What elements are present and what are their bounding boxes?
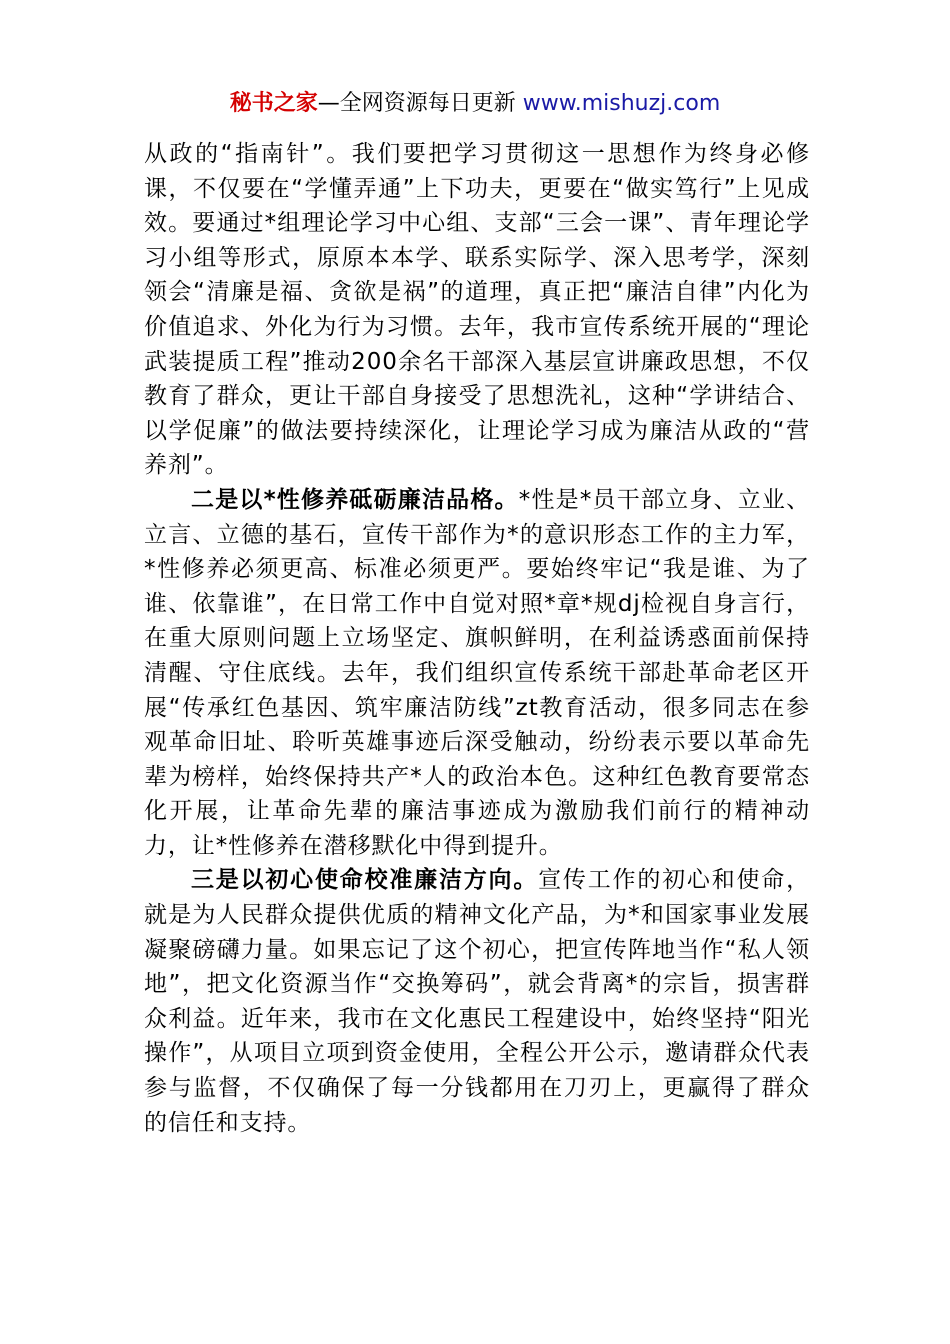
paragraph-2-heading: 二是以*性修养砥砺廉洁品格。: [191, 486, 519, 513]
paragraph-2: [144, 483, 810, 864]
paragraph-1-text: 从政的“指南针”。我们要把学习贯彻这一思想作为终身必修课，不仅要在“学懂弄通”上下功夫，更要在“做实笃行”上见成效。要通过*组理论学习中心组、支部“三会一课”、青年理论学习小组等形式，原原本本学、联系实际学、深入思考学，深刻领会“清廉是福、贪欲是祸”的道理，真正把“廉洁自律”内化为价值追求、外化为行为习惯。去年，我市宣传系统开展的“理论武装提质工程”推动200余名干部深入基层宣讲廉政思想，不仅教育了群众，更让干部自身接受了思想洗礼，这种“学讲结合、以学促廉”的做法要持续深化，让理论学习成为廉洁从政的“营养剂”。: [144, 141, 810, 479]
page-header: [0, 88, 950, 120]
header-tagline: —全网资源每日更新: [317, 91, 523, 116]
document-body: [144, 137, 810, 1140]
paragraph-2-text: *性是*员干部立身、立业、立言、立德的基石，宣传干部作为*的意识形态工作的主力军，*性修养必须更高、标准必须更严。要始终牢记“我是谁、为了谁、依靠谁”，在日常工作中自觉对照*章*规dj检视自身言行，在重大原则问题上立场坚定、旗帜鲜明，在利益诱惑面前保持清醒、守住底线。去年，我们组织宣传系统干部赴革命老区开展“传承红色基因、筑牢廉洁防线”zt教育活动，很多同志在参观革命旧址、聆听英雄事迹后深受触动，纷纷表示要以革命先辈为榜样，始终保持共产*人的政治本色。这种红色教育要常态化开展，让革命先辈的廉洁事迹成为激励我们前行的精神动力，让*性修养在潜移默化中得到提升。: [144, 486, 810, 859]
paragraph-3: [144, 863, 810, 1140]
paragraph-1: [144, 137, 810, 483]
paragraph-3-text: 宣传工作的初心和使命，就是为人民群众提供优质的精神文化产品，为*和国家事业发展凝聚磅礴力量。如果忘记了这个初心，把宣传阵地当作“私人领地”，把文化资源当作“交换筹码”，就会背离*的宗旨，损害群众利益。近年来，我市在文化惠民工程建设中，始终坚持“阳光操作”，从项目立项到资金使用，全程公开公示，邀请群众代表参与监督，不仅确保了每一分钱都用在刀刃上，更赢得了群众的信任和支持。: [144, 867, 810, 1136]
brand-name: 秘书之家: [229, 91, 318, 116]
website-link[interactable]: www.mishuzj.com: [522, 91, 721, 116]
paragraph-3-heading: 三是以初心使命校准廉洁方向。: [191, 867, 539, 894]
